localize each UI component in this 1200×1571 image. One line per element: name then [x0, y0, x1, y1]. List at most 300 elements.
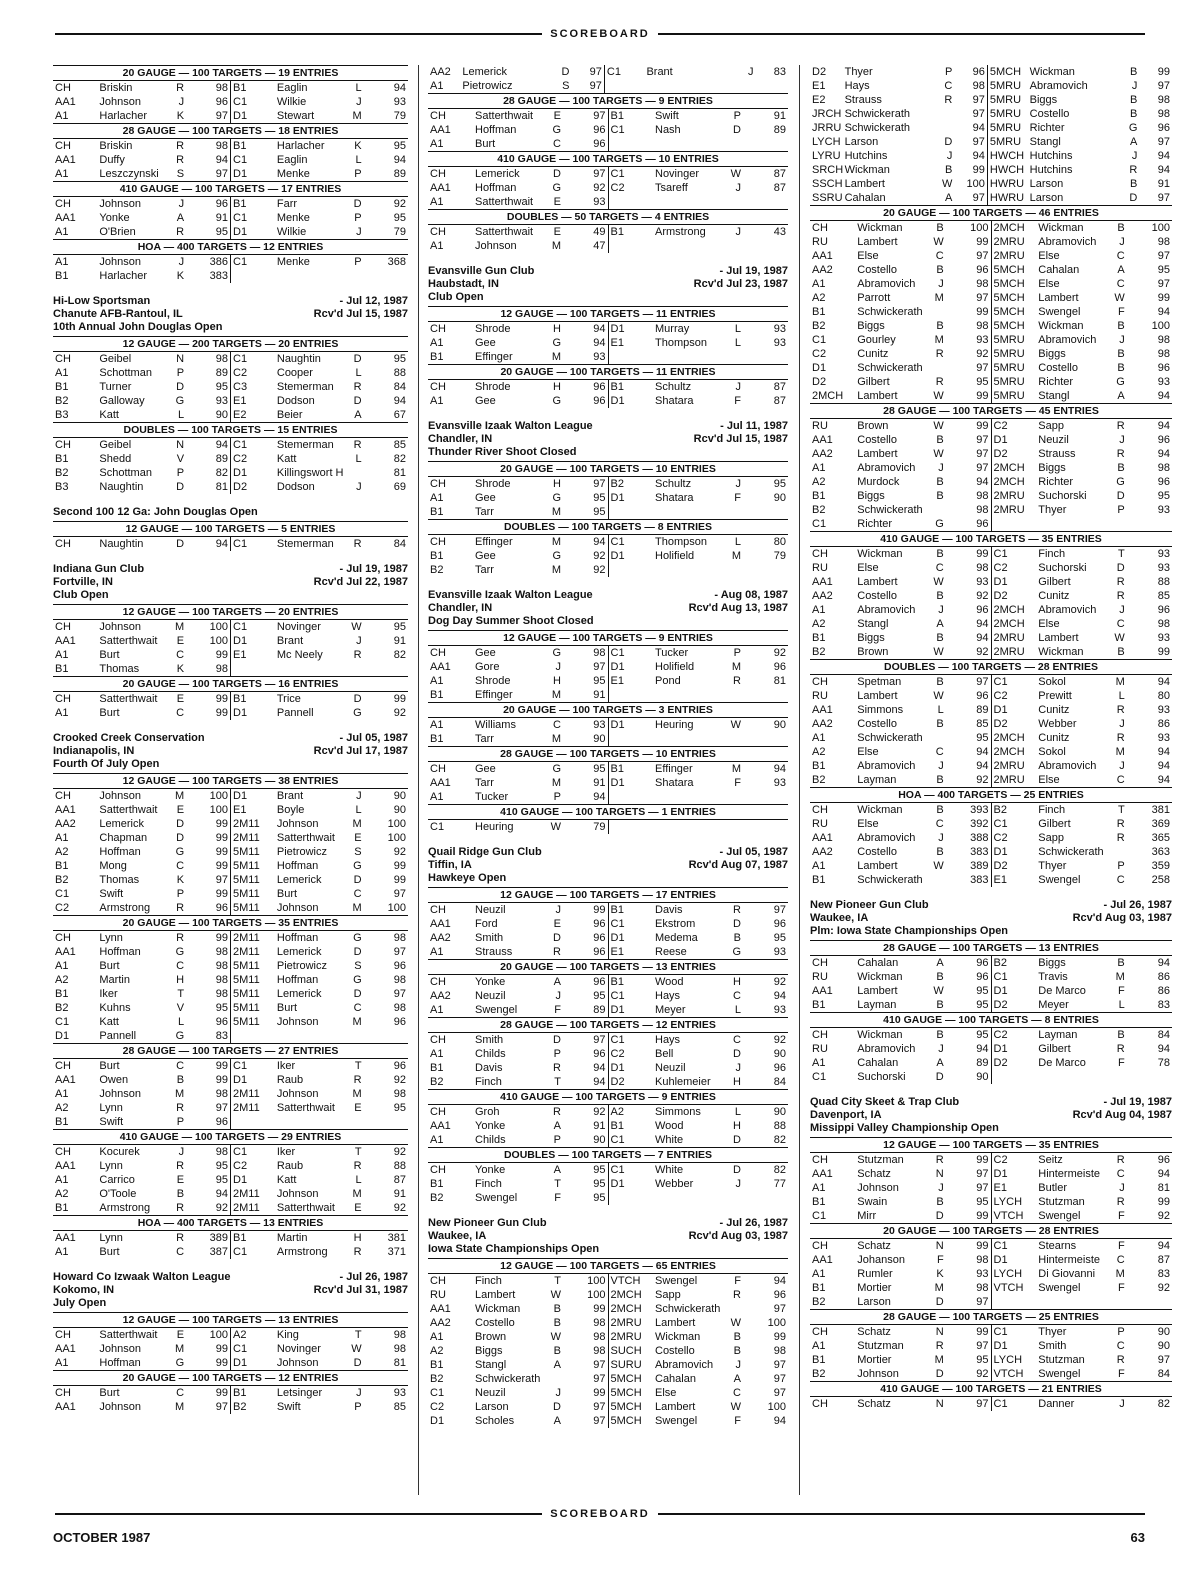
- score-cell: 389: [209, 1232, 228, 1244]
- class-cell: 2M11: [231, 1201, 275, 1215]
- event-title: 20 GAUGE — 100 TARGETS — 19 ENTRIES: [53, 66, 408, 81]
- class-cell: B1: [231, 1231, 275, 1246]
- event-results-table: [53, 65, 408, 123]
- shooter-cell: [275, 662, 319, 676]
- initial-cell: R: [353, 439, 362, 451]
- class-cell: A1: [812, 462, 826, 474]
- class-cell: C1: [812, 1071, 827, 1083]
- shooter-cell: Hays: [655, 990, 681, 1002]
- initial-cell: W: [730, 168, 741, 180]
- class-cell: AA1: [430, 918, 451, 930]
- class-cell: AA1: [430, 1120, 451, 1132]
- initial-cell: M: [174, 790, 185, 802]
- class-cell: 5MRU: [991, 389, 1036, 403]
- initial-cell: T: [554, 1076, 561, 1088]
- result-row: [810, 305, 1172, 319]
- shooter-cell: Else: [655, 1387, 677, 1399]
- initial-cell: R: [353, 649, 362, 661]
- class-cell: B2: [55, 1002, 69, 1014]
- score-cell: 95: [593, 675, 606, 687]
- initial-cell: W: [933, 390, 944, 402]
- score-cell: [364, 1029, 408, 1043]
- class-cell: CH: [55, 1060, 71, 1072]
- initial-cell: P: [733, 110, 741, 122]
- result-row: [53, 452, 408, 466]
- initial-cell: P: [553, 791, 561, 803]
- result-row: [53, 662, 408, 676]
- shooter-cell: Thomas: [99, 874, 140, 886]
- class-cell: D1: [231, 1356, 275, 1370]
- class-cell: CH: [430, 763, 446, 775]
- score-cell: 89: [773, 124, 786, 136]
- score-cell: 100: [387, 832, 406, 844]
- shooter-cell: Briskin: [99, 140, 133, 152]
- score-cell: 98: [1157, 108, 1170, 120]
- class-cell: [608, 688, 653, 702]
- event-results-table: [428, 93, 788, 151]
- club-l2a: Haubstadt, IN: [428, 278, 499, 290]
- shooter-cell: Mortier: [857, 1354, 892, 1366]
- class-cell: C1: [231, 1245, 275, 1259]
- class-cell: AA1: [812, 704, 833, 716]
- result-row: [53, 1145, 408, 1160]
- score-cell: 93: [773, 946, 786, 958]
- shooter-cell: Burt: [99, 1387, 120, 1399]
- event-heading: [428, 365, 788, 380]
- score-cell: 98: [773, 1345, 786, 1357]
- result-row: [53, 817, 408, 831]
- shooter-cell: Finch: [475, 1076, 502, 1088]
- event-title: 12 GAUGE — 100 TARGETS — 38 ENTRIES: [53, 774, 408, 789]
- result-row: [428, 688, 788, 702]
- score-cell: 81: [393, 1357, 406, 1369]
- shooter-cell: Sapp: [1038, 420, 1064, 432]
- score-cell: 97: [773, 1387, 786, 1399]
- score-cell: [743, 195, 788, 209]
- shooter-cell: Murray: [655, 323, 690, 335]
- result-row: [810, 433, 1172, 447]
- result-row: [53, 803, 408, 817]
- event-title: 28 GAUGE — 100 TARGETS — 13 ENTRIES: [810, 941, 1172, 956]
- initial-cell: R: [553, 1106, 561, 1118]
- class-cell: 2MCH: [812, 390, 844, 402]
- score-cell: 92: [593, 550, 606, 562]
- club-l2a: Tiffin, IA: [428, 859, 472, 871]
- initial-cell: L: [355, 804, 362, 816]
- initial-cell: C: [733, 1387, 741, 1399]
- score-cell: 100: [767, 1401, 786, 1413]
- shooter-cell: Cahalan: [655, 1373, 696, 1385]
- shooter-cell: Butler: [1038, 1182, 1067, 1194]
- result-row: [428, 1274, 788, 1289]
- shooter-cell: Brant: [276, 790, 304, 802]
- class-cell: 2MRU: [991, 631, 1036, 645]
- score-cell: 92: [215, 1202, 228, 1214]
- event-results-table: [428, 1147, 788, 1205]
- score-cell: 92: [393, 707, 406, 719]
- class-cell: C2: [991, 831, 1036, 845]
- shooter-cell: Sokol: [1038, 676, 1066, 688]
- result-row: [810, 1267, 1172, 1281]
- result-row: [428, 762, 788, 777]
- result-row: [810, 603, 1172, 617]
- class-cell: CH: [55, 353, 71, 365]
- score-cell: 92: [393, 1202, 406, 1214]
- class-cell: CH: [812, 1029, 828, 1041]
- shooter-cell: Dodson: [276, 395, 315, 407]
- class-cell: A1: [55, 707, 69, 719]
- shooter-cell: Tarr: [475, 506, 494, 518]
- result-row: [810, 1295, 1172, 1309]
- class-cell: CH: [430, 1164, 446, 1176]
- club-l3: July Open: [53, 1297, 107, 1309]
- shooter-cell: Larson: [857, 1296, 891, 1308]
- score-cell: [743, 790, 788, 804]
- score-cell: 94: [976, 618, 989, 630]
- club-l1a: Evansville Izaak Walton League: [428, 589, 593, 601]
- score-cell: 100: [387, 818, 406, 830]
- score-cell: [743, 239, 788, 253]
- score-cell: 258: [1151, 874, 1170, 886]
- shooter-cell: Gee: [475, 492, 496, 504]
- shooter-cell: Else: [1038, 774, 1060, 786]
- score-cell: 93: [1157, 704, 1170, 716]
- score-cell: 97: [1157, 80, 1170, 92]
- score-cell: 89: [215, 453, 228, 465]
- shooter-cell: Abramovich: [857, 832, 916, 844]
- initial-cell: R: [733, 675, 741, 687]
- score-cell: 97: [593, 1401, 606, 1413]
- class-cell: CH: [430, 1275, 446, 1287]
- class-cell: E1: [231, 803, 275, 817]
- event-results-table: [428, 1258, 788, 1428]
- shooter-cell: Lynn: [99, 932, 123, 944]
- shooter-cell: Thyer: [844, 66, 873, 78]
- shooter-cell: Abramovich: [1029, 80, 1088, 92]
- initial-cell: J: [1119, 1182, 1125, 1194]
- score-cell: 98: [215, 1088, 228, 1100]
- initial-cell: J: [735, 478, 741, 490]
- class-cell: C2: [991, 1028, 1036, 1043]
- event-results-table: [810, 531, 1172, 659]
- header-line-right: [658, 33, 1145, 35]
- shooter-cell: Gilbert: [1038, 818, 1071, 830]
- initial-cell: D: [553, 168, 561, 180]
- result-row: [428, 1047, 788, 1061]
- score-cell: 98: [215, 663, 228, 675]
- class-cell: AA1: [430, 777, 451, 789]
- shooter-cell: Pietrowicz: [462, 80, 513, 92]
- header-title: SCOREBOARD: [550, 28, 650, 40]
- class-cell: C1: [231, 153, 275, 167]
- shooter-cell: Holifield: [655, 661, 695, 673]
- initial-cell: R: [935, 1154, 944, 1166]
- score-cell: 93: [393, 1387, 406, 1399]
- result-row: [810, 149, 1172, 163]
- club-l3: Club Open: [428, 291, 484, 303]
- club-l1a: Crooked Creek Conservation: [53, 732, 205, 744]
- event-heading: [810, 532, 1172, 547]
- class-cell: VTCH: [991, 1209, 1036, 1223]
- score-cell: 94: [593, 337, 606, 349]
- class-cell: A1: [430, 240, 444, 252]
- result-row: [53, 211, 408, 225]
- shooter-cell: Johnson: [857, 1182, 899, 1194]
- initial-cell: D: [353, 1357, 362, 1369]
- initial-cell: G: [552, 182, 561, 194]
- result-row: [810, 1153, 1172, 1168]
- shooter-cell: Novinger: [276, 1343, 321, 1355]
- shooter-cell: Swengel: [475, 1004, 518, 1016]
- shooter-cell: Pietrowicz: [276, 846, 327, 858]
- club-l2b: Rcv'd Aug 13, 1987: [688, 602, 788, 614]
- score-cell: 96: [1157, 476, 1170, 488]
- score-cell: 96: [1157, 362, 1170, 374]
- result-row: [53, 408, 408, 422]
- shooter-cell: Yonke: [99, 212, 130, 224]
- class-cell: JRRU: [812, 122, 842, 134]
- result-row: [428, 181, 788, 195]
- score-cell: 99: [215, 1060, 228, 1072]
- shooter-cell: Smith: [475, 932, 504, 944]
- score-cell: 97: [215, 168, 228, 180]
- initial-cell: C: [944, 80, 953, 92]
- initial-cell: L: [734, 536, 741, 548]
- class-cell: [608, 195, 653, 209]
- score-cell: 383: [970, 874, 989, 886]
- result-row: [810, 461, 1172, 475]
- score-cell: 100: [209, 1329, 228, 1341]
- initial-cell: R: [176, 1202, 185, 1214]
- class-cell: AA1: [55, 635, 76, 647]
- initial-cell: B: [936, 1029, 944, 1041]
- score-cell: 92: [1157, 1282, 1170, 1294]
- result-row: [810, 93, 1172, 107]
- initial-cell: P: [176, 367, 185, 379]
- initial-cell: C: [176, 860, 185, 872]
- club-l1a: Hi-Low Sportsman: [53, 295, 151, 307]
- initial-cell: W: [933, 646, 944, 658]
- class-cell: SRCH: [812, 164, 844, 176]
- score-cell: 82: [393, 649, 406, 661]
- score-cell: 99: [976, 1326, 989, 1338]
- shooter-cell: Tarr: [475, 777, 494, 789]
- score-cell: 100: [209, 790, 228, 802]
- shooter-cell: Strauss: [1038, 448, 1076, 460]
- class-cell: AA1: [812, 985, 833, 997]
- shooter-cell: Schatz: [857, 1240, 891, 1252]
- score-cell: 96: [1157, 434, 1170, 446]
- class-cell: B1: [812, 306, 826, 318]
- score-cell: 95: [593, 1178, 606, 1190]
- class-cell: E1: [991, 873, 1036, 887]
- class-cell: B1: [55, 663, 69, 675]
- class-cell: D1: [608, 549, 653, 563]
- class-cell: CH: [55, 198, 71, 210]
- shooter-cell: Lemerick: [99, 818, 144, 830]
- class-cell: B2: [812, 320, 826, 332]
- initial-cell: B: [176, 1074, 185, 1086]
- score-cell: 83: [1157, 1268, 1170, 1280]
- class-cell: A1: [55, 1088, 69, 1100]
- class-cell: 5MCH: [608, 1400, 653, 1414]
- initial-cell: W: [351, 1343, 362, 1355]
- club-l3: Thunder River Shoot Closed: [428, 446, 577, 458]
- class-cell: CH: [430, 381, 446, 393]
- score-cell: 95: [976, 1029, 989, 1041]
- shooter-cell: [653, 137, 698, 151]
- result-row: [428, 931, 788, 945]
- class-cell: CH: [55, 621, 71, 633]
- club-l3: 10th Annual John Douglas Open: [53, 321, 223, 333]
- class-cell: CH: [430, 168, 446, 180]
- class-cell: 2M11: [231, 945, 275, 959]
- score-cell: 94: [972, 122, 985, 134]
- score-cell: 91: [593, 777, 606, 789]
- initial-cell: [1082, 1070, 1127, 1084]
- initial-cell: C: [1116, 618, 1125, 630]
- result-row: [428, 1400, 788, 1414]
- club-l1b: - Jul 19, 1987: [339, 563, 408, 575]
- class-cell: C1: [231, 255, 275, 270]
- shooter-cell: Wickman: [857, 1029, 903, 1041]
- result-row: [810, 1195, 1172, 1209]
- shooter-cell: Hays: [655, 1034, 681, 1046]
- initial-cell: G: [175, 1357, 185, 1369]
- initial-cell: J: [555, 661, 561, 673]
- event-heading: [810, 1138, 1172, 1153]
- score-cell: 90: [773, 719, 786, 731]
- shooter-cell: Lemerick: [276, 946, 322, 958]
- score-cell: 93: [1157, 504, 1170, 516]
- result-row: [53, 901, 408, 915]
- shooter-cell: [1036, 1070, 1081, 1084]
- score-cell: 99: [1157, 1196, 1170, 1208]
- shooter-cell: Gee: [475, 337, 496, 349]
- event-title: DOUBLES — 100 TARGETS — 28 ENTRIES: [810, 660, 1172, 675]
- class-cell: 5MCH: [608, 1414, 653, 1428]
- class-cell: CH: [812, 1326, 828, 1338]
- class-cell: 5M11: [231, 1015, 275, 1029]
- shooter-cell: Lemerick: [276, 988, 322, 1000]
- score-cell: 94: [1157, 746, 1170, 758]
- score-cell: [1127, 1295, 1172, 1309]
- class-cell: A1: [430, 80, 444, 92]
- score-cell: 94: [773, 1275, 786, 1287]
- result-row: [53, 1073, 408, 1087]
- score-cell: 94: [593, 1062, 606, 1074]
- class-cell: AA1: [430, 182, 451, 194]
- shooter-cell: Swengel: [655, 1275, 698, 1287]
- class-cell: 2MCH: [991, 461, 1036, 475]
- shooter-cell: Yonke: [475, 1164, 506, 1176]
- class-cell: 2MCH: [991, 745, 1036, 759]
- event-heading: [428, 1259, 788, 1274]
- shooter-cell: Schultz: [655, 381, 692, 393]
- initial-cell: G: [353, 974, 362, 986]
- shooter-cell: Seitz: [1038, 1154, 1063, 1166]
- initial-cell: M: [551, 351, 561, 363]
- class-cell: B1: [55, 270, 69, 282]
- class-cell: VTCH: [608, 1274, 653, 1289]
- column-divider: [418, 65, 419, 1495]
- shooter-cell: Johnson: [276, 1016, 319, 1028]
- result-row: [428, 1344, 788, 1358]
- class-cell: 2MRU: [991, 489, 1036, 503]
- shooter-cell: Lambert: [1038, 632, 1079, 644]
- initial-cell: W: [550, 821, 561, 833]
- initial-cell: B: [1117, 646, 1125, 658]
- result-row: [810, 589, 1172, 603]
- shooter-cell: Wickman: [844, 164, 890, 176]
- score-cell: 96: [773, 918, 786, 930]
- score-cell: 96: [593, 932, 606, 944]
- class-cell: 5M11: [231, 901, 275, 915]
- score-cell: 93: [1157, 732, 1170, 744]
- score-cell: 98: [1157, 348, 1170, 360]
- club-l1b: - Jul 12, 1987: [339, 295, 408, 307]
- initial-cell: M: [174, 1088, 185, 1100]
- class-cell: 5MRU: [987, 121, 1027, 135]
- event-title: 12 GAUGE — 100 TARGETS — 17 ENTRIES: [428, 888, 788, 903]
- score-cell: 83: [215, 1030, 228, 1042]
- shooter-cell: Menke: [276, 168, 310, 180]
- class-cell: D2: [991, 589, 1036, 603]
- score-cell: 89: [976, 704, 989, 716]
- initial-cell: W: [933, 236, 944, 248]
- initial-cell: N: [935, 1398, 944, 1410]
- result-row: [428, 65, 788, 79]
- score-cell: 90: [773, 1106, 786, 1118]
- result-row: [810, 517, 1172, 531]
- score-cell: 98: [215, 960, 228, 972]
- score-cell: 97: [1157, 250, 1170, 262]
- initial-cell: L: [937, 704, 944, 716]
- score-cell: 91: [393, 635, 406, 647]
- initial-cell: R: [353, 1160, 362, 1172]
- result-row: [810, 291, 1172, 305]
- score-cell: 91: [593, 1120, 606, 1132]
- initial-cell: N: [935, 1168, 944, 1180]
- class-cell: CH: [55, 790, 71, 802]
- initial-cell: R: [553, 946, 561, 958]
- class-cell: AA1: [812, 1168, 833, 1180]
- class-cell: CH: [55, 1146, 71, 1158]
- shooter-cell: Brown: [475, 1331, 507, 1343]
- score-cell: 97: [593, 110, 606, 122]
- initial-cell: D: [353, 693, 362, 705]
- class-cell: [604, 79, 644, 93]
- initial-cell: B: [1130, 178, 1138, 190]
- shooter-cell: Else: [1038, 278, 1060, 290]
- initial-cell: F: [734, 1275, 741, 1287]
- score-cell: 96: [215, 96, 228, 108]
- result-row: [53, 480, 408, 494]
- initial-cell: D: [1116, 562, 1125, 574]
- result-row: [428, 1414, 788, 1428]
- shooter-cell: Neuzil: [475, 1387, 506, 1399]
- initial-cell: C: [176, 1246, 185, 1258]
- shooter-cell: Richter: [1029, 122, 1065, 134]
- class-cell: 5MRU: [991, 375, 1036, 389]
- result-row: [53, 887, 408, 901]
- initial-cell: W: [1114, 632, 1125, 644]
- event-results-table: [810, 659, 1172, 787]
- initial-cell: F: [1118, 985, 1125, 997]
- result-row: [810, 1339, 1172, 1353]
- event-title: 20 GAUGE — 100 TARGETS — 35 ENTRIES: [53, 916, 408, 931]
- score-cell: 98: [393, 1002, 406, 1014]
